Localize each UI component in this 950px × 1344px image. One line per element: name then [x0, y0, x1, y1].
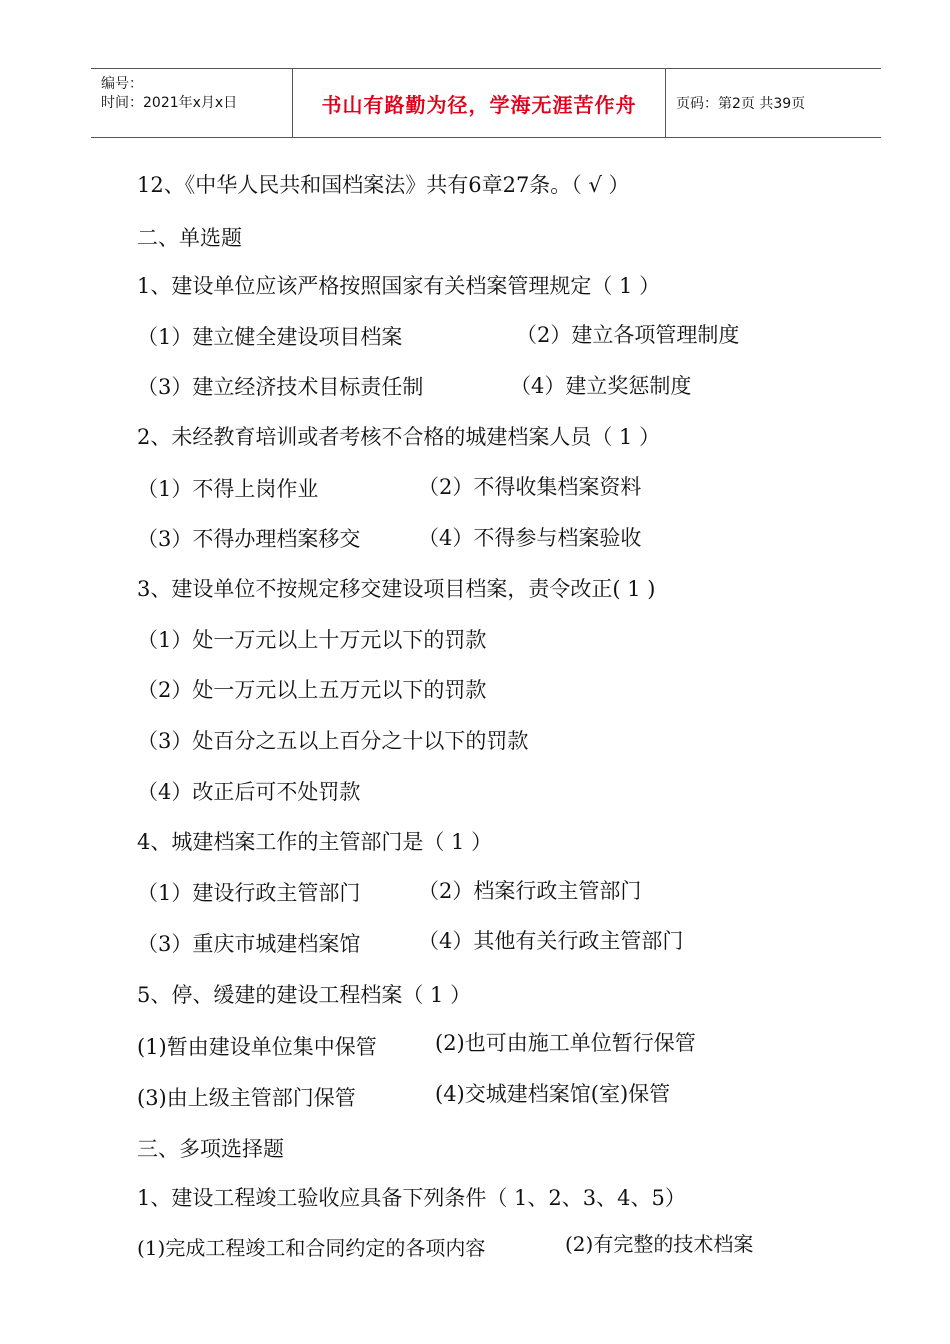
single-q5-option-3: (3)由上级主管部门保管: [137, 1086, 356, 1110]
single-q4-option-3: （3）重庆市城建档案馆: [137, 932, 361, 956]
question-12: 12、《中华人民共和国档案法》共有6章27条。（ √ ）: [137, 173, 630, 197]
single-q1-option-3: （3）建立经济技术目标责任制: [137, 375, 424, 399]
single-q4: 4、城建档案工作的主管部门是（ 1 ）: [137, 830, 493, 854]
header-motto-cell: [293, 69, 666, 137]
single-q2-option-3: （3）不得办理档案移交: [137, 527, 361, 551]
single-q1-option-1: （1）建立健全建设项目档案: [137, 325, 403, 349]
single-q1: 1、建设单位应该严格按照国家有关档案管理规定（ 1 ）: [137, 274, 661, 298]
multi-q1-option-2: (2)有完整的技术档案: [565, 1232, 754, 1256]
time-label: 时间：2021年x月x日: [101, 95, 238, 111]
single-q5-option-4: (4)交城建档案馆(室)保管: [435, 1082, 671, 1106]
single-q4-option-2: （2）档案行政主管部门: [418, 879, 642, 903]
multi-q1: 1、建设工程竣工验收应具备下列条件（ 1、2、3、4、5）: [137, 1186, 686, 1210]
page-info: 页码：第2页 共39页: [676, 96, 806, 112]
single-q3: 3、建设单位不按规定移交建设项目档案，责令改正( 1 ): [137, 577, 656, 601]
single-q3-option-3: （3）处百分之五以上百分之十以下的罚款: [137, 729, 529, 753]
single-q3-option-1: （1）处一万元以上十万元以下的罚款: [137, 628, 487, 652]
header-page-cell: [666, 69, 881, 137]
single-q2: 2、未经教育培训或者考核不合格的城建档案人员（ 1 ）: [137, 425, 661, 449]
section-multiple-choice: 三、多项选择题: [137, 1137, 284, 1161]
single-q4-option-4: （4）其他有关行政主管部门: [418, 929, 684, 953]
single-q3-option-2: （2）处一万元以上五万元以下的罚款: [137, 678, 487, 702]
single-q2-option-4: （4）不得参与档案验收: [418, 526, 642, 550]
single-q2-option-2: （2）不得收集档案资料: [418, 475, 642, 499]
single-q5-option-1: (1)暂由建设单位集中保管: [137, 1035, 377, 1059]
single-q1-option-4: （4）建立奖惩制度: [510, 374, 692, 398]
motto: 书山有路勤为径，学海无涯苦作舟: [321, 92, 637, 117]
page-header: [91, 68, 881, 138]
single-q5-option-2: (2)也可由施工单位暂行保管: [435, 1031, 696, 1055]
header-meta: [91, 69, 293, 137]
single-q2-option-1: （1）不得上岗作业: [137, 477, 319, 501]
number-label: 编号：: [101, 76, 143, 92]
single-q4-option-1: （1）建设行政主管部门: [137, 881, 361, 905]
single-q5: 5、停、缓建的建设工程档案（ 1 ）: [137, 983, 472, 1007]
section-single-choice: 二、单选题: [137, 226, 242, 250]
single-q1-option-2: （2）建立各项管理制度: [516, 323, 740, 347]
multi-q1-option-1: (1)完成工程竣工和合同约定的各项内容: [137, 1236, 486, 1260]
single-q3-option-4: （4）改正后可不处罚款: [137, 780, 361, 804]
